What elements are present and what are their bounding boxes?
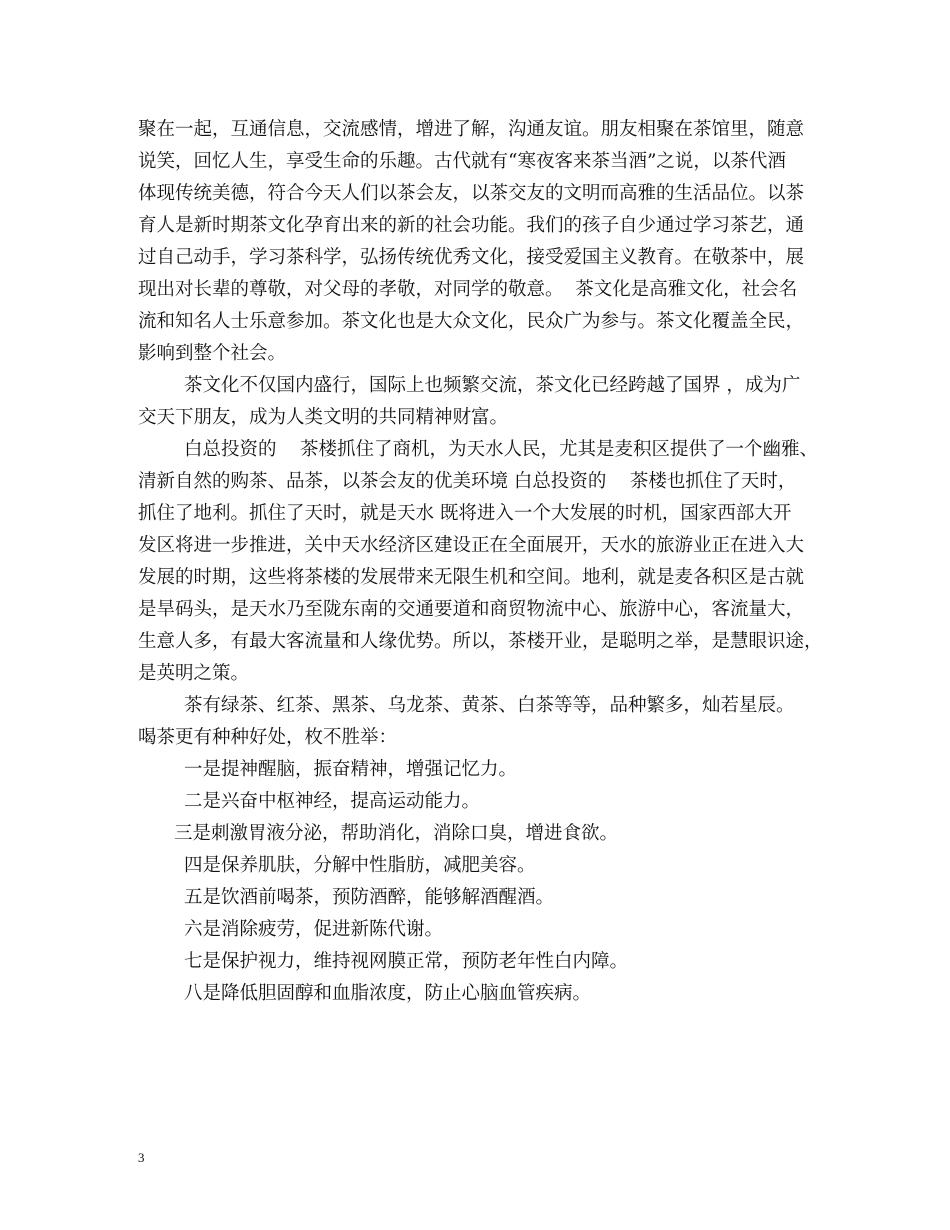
list-item: 六是消除疲劳，促进新陈代谢。 (184, 919, 444, 940)
list-item: 八是降低胆固醇和血脂浓度，防止心脑血管疾病。 (184, 983, 592, 1004)
list-item: 七是保护视力，维持视网膜正常，预防老年性白内障。 (184, 951, 629, 972)
list-item: 五是饮酒前喝茶，预防酒醉，能够解酒醒酒。 (184, 887, 555, 908)
text-line: 喝茶更有种种好处，枚不胜举： (138, 727, 398, 748)
text-line: 交天下朋友，成为人类文明的共同精神财富。 (138, 407, 509, 428)
text-line: 发区将进一步推进，关中天水经济区建设正在全面展开，天水的旅游业正在进入大 (138, 535, 805, 556)
text-line: 体现传统美德，符合今天人们以茶会友，以茶交友的文明而高雅的生活品位。以茶 (138, 183, 805, 204)
text-line: 现出对长辈的尊敬，对父母的孝敬，对同学的敬意。 茶文化是高雅文化，社会名 (138, 279, 798, 300)
text-line: 抓住了地利。抓住了天时，就是天水 既将进入一个大发展的时机，国家西部大开 (138, 503, 792, 524)
text-line: 生意人多，有最大客流量和人缘优势。所以，茶楼开业，是聪明之举，是慧眼识途， (138, 631, 823, 652)
list-item: 四是保养肌肤，分解中性脂肪，减肥美容。 (184, 855, 536, 876)
text-line: 白总投资的 茶楼抓住了商机，为天水人民，尤其是麦积区提供了一个幽雅、 (184, 439, 819, 460)
text-line: 流和知名人士乐意参加。茶文化也是大众文化，民众广为参与。茶文化覆盖全民， (138, 311, 805, 332)
list-item: 一是提神醒脑，振奋精神，增强记忆力。 (184, 759, 518, 780)
text-line: 影响到整个社会。 (138, 343, 287, 364)
text-line: 聚在一起，互通信息，交流感情，增进了解，沟通友谊。朋友相聚在茶馆里，随意 (138, 119, 805, 140)
text-line: 说笑，回忆人生，享受生命的乐趣。古代就有“寒夜客来茶当酒”之说，以茶代酒 (138, 151, 786, 172)
list-item: 二是兴奋中枢神经，提高运动能力。 (184, 791, 481, 812)
text-line: 发展的时期，这些将茶楼的发展带来无限生机和空间。地利，就是麦各积区是古就 (138, 567, 805, 588)
text-line: 茶文化不仅国内盛行，国际上也频繁交流，茶文化已经跨越了国界 ，成为广 (184, 375, 801, 396)
text-line: 是英明之策。 (138, 663, 250, 684)
text-line: 过自己动手，学习茶科学，弘扬传统优秀文化，接受爱国主义教育。在敬茶中，展 (138, 247, 805, 268)
text-line: 清新自然的购茶、品茶，以茶会友的优美环境 白总投资的 茶楼也抓住了天时， (138, 471, 797, 492)
list-item: 三是刺激胃液分泌，帮助消化，消除口臭，增进食欲。 (174, 823, 619, 844)
text-line: 茶有绿茶、红茶、黑茶、乌龙茶、黄茶、白茶等等，品种繁多，灿若星辰。 (184, 695, 795, 716)
text-line: 是旱码头，是天水乃至陇东南的交通要道和商贸物流中心、旅游中心，客流量大， (138, 599, 805, 620)
page-number: 3 (138, 1150, 145, 1165)
text-line: 育人是新时期茶文化孕育出来的新的社会功能。我们的孩子自少通过学习茶艺，通 (138, 215, 805, 236)
